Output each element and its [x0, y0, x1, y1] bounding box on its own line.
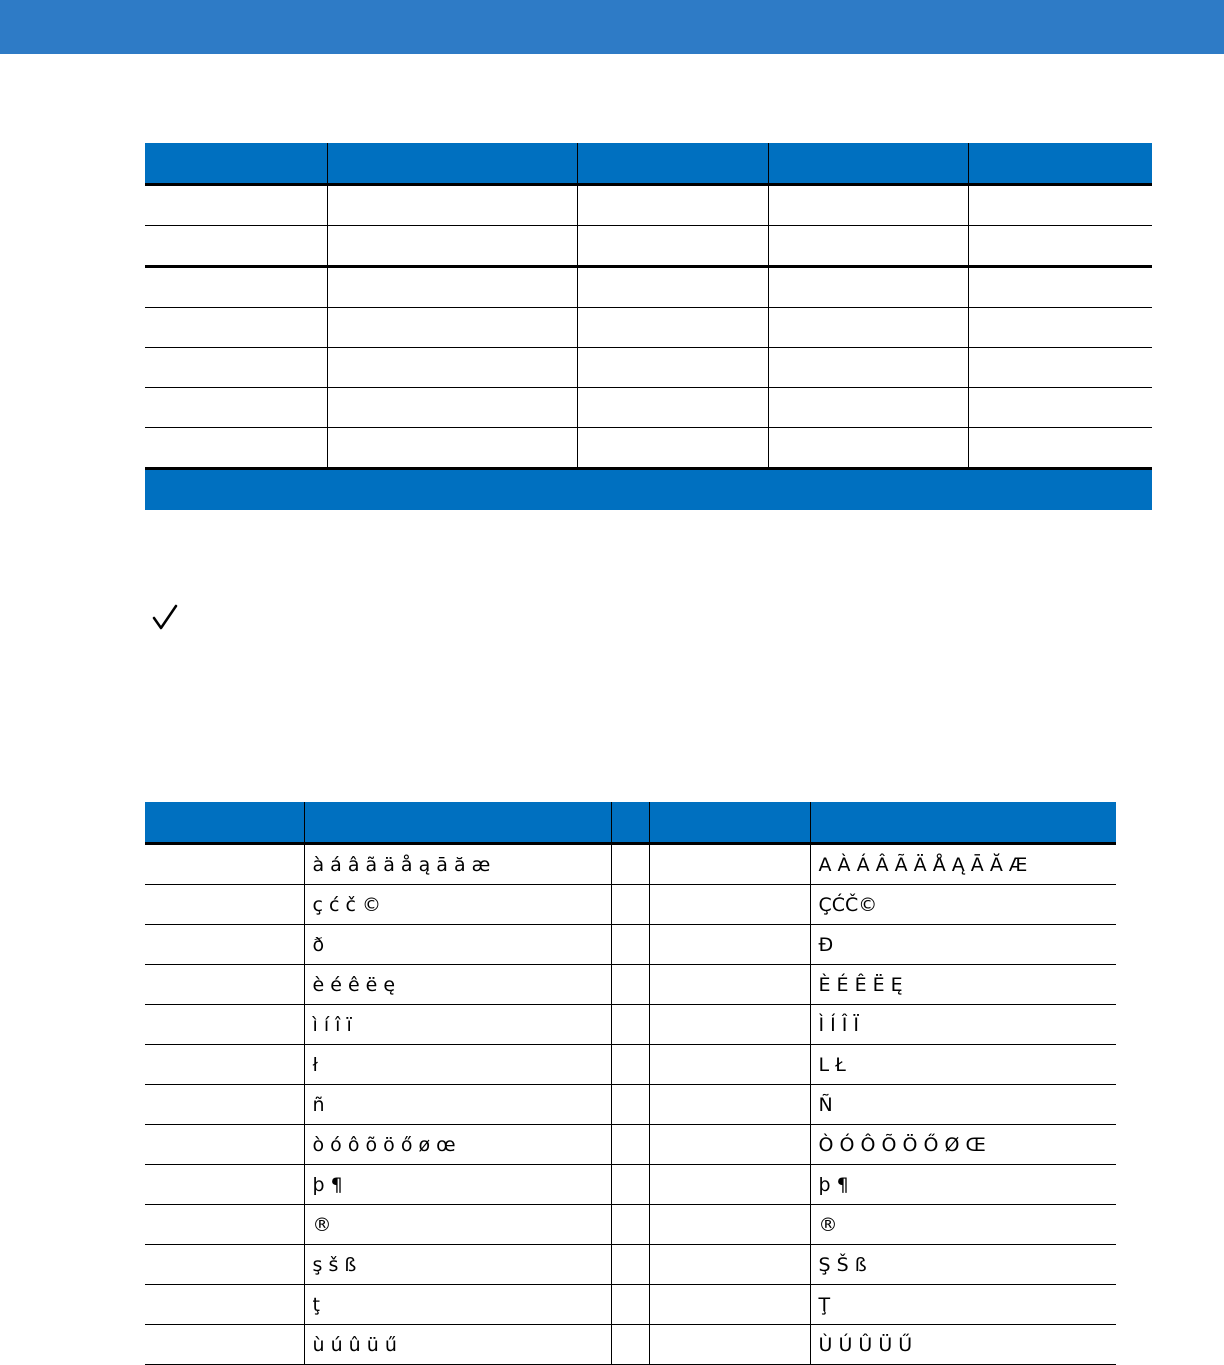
table-cell	[649, 1285, 810, 1325]
table-cell	[145, 226, 327, 267]
header-bar	[0, 0, 1224, 54]
lowercase-chars: à á â ã ä å ą ā ă æ	[304, 844, 611, 885]
table-cell	[611, 844, 649, 885]
table-row	[145, 1325, 1116, 1365]
uppercase-chars: ÇĆČ©	[810, 885, 1116, 925]
table-cell	[968, 428, 1152, 469]
table-row	[145, 1165, 1116, 1205]
table-cell	[768, 428, 968, 469]
table-1	[145, 143, 1152, 510]
table-cell	[577, 267, 768, 308]
table-row	[145, 885, 1116, 925]
table-1-header-row	[145, 143, 1152, 185]
table-cell	[577, 428, 768, 469]
table-2-header-cell	[810, 802, 1116, 844]
table-row	[145, 1005, 1116, 1045]
table-cell	[768, 348, 968, 388]
table-cell	[327, 388, 577, 428]
table-cell	[611, 1045, 649, 1085]
table-cell	[327, 185, 577, 226]
uppercase-chars: A À Á Â Ã Ä Å Ą Ā Ă Æ	[810, 844, 1116, 885]
table-cell	[968, 185, 1152, 226]
table-cell	[145, 469, 1152, 511]
table-cell	[145, 1005, 304, 1045]
table-row	[145, 844, 1116, 885]
table-cell	[145, 308, 327, 348]
table-row	[145, 308, 1152, 348]
uppercase-chars: ®	[810, 1205, 1116, 1245]
table-cell	[145, 428, 327, 469]
table-cell	[577, 226, 768, 267]
table-cell	[145, 1325, 304, 1365]
table-cell	[649, 844, 810, 885]
table-2	[145, 802, 1116, 1365]
table-cell	[968, 348, 1152, 388]
table-cell	[145, 388, 327, 428]
table-cell	[649, 1245, 810, 1285]
table-cell	[145, 1245, 304, 1285]
table-cell	[649, 925, 810, 965]
checkmark-icon	[150, 603, 180, 633]
lowercase-chars: ç ć č ©	[304, 885, 611, 925]
table-row	[145, 226, 1152, 267]
lowercase-chars: ò ó ô õ ö ő ø œ	[304, 1125, 611, 1165]
lowercase-chars: è é ê ë ę	[304, 965, 611, 1005]
lowercase-chars: ñ	[304, 1085, 611, 1125]
uppercase-chars: Ş Š ß	[810, 1245, 1116, 1285]
uppercase-chars: Ì Í Î Ï	[810, 1005, 1116, 1045]
table-cell	[327, 348, 577, 388]
table-cell	[611, 1085, 649, 1125]
uppercase-chars: Ţ	[810, 1285, 1116, 1325]
table-cell	[611, 1165, 649, 1205]
table-1-header-cell	[968, 143, 1152, 185]
table-cell	[577, 308, 768, 348]
table-cell	[968, 388, 1152, 428]
table-cell	[327, 226, 577, 267]
table-1-header-cell	[145, 143, 327, 185]
table-cell	[145, 925, 304, 965]
table-cell	[145, 185, 327, 226]
lowercase-chars: ì í î ï	[304, 1005, 611, 1045]
table-cell	[649, 1205, 810, 1245]
table-row	[145, 428, 1152, 469]
table-cell	[649, 965, 810, 1005]
table-2-header-cell	[304, 802, 611, 844]
table-cell	[577, 388, 768, 428]
table-cell	[649, 1165, 810, 1205]
table-cell	[145, 844, 304, 885]
table-cell	[327, 308, 577, 348]
table-cell	[968, 267, 1152, 308]
table-row	[145, 1085, 1116, 1125]
table-row	[145, 1205, 1116, 1245]
table-cell	[577, 185, 768, 226]
lowercase-chars: ł	[304, 1045, 611, 1085]
uppercase-chars: Ð	[810, 925, 1116, 965]
lowercase-chars: ş š ß	[304, 1245, 611, 1285]
table-cell	[145, 1045, 304, 1085]
table-row	[145, 185, 1152, 226]
table-cell	[768, 267, 968, 308]
table-cell	[611, 1325, 649, 1365]
table-cell	[145, 965, 304, 1005]
table-cell	[611, 1285, 649, 1325]
table-cell	[327, 428, 577, 469]
table-cell	[611, 1245, 649, 1285]
table-cell	[768, 226, 968, 267]
table-cell	[768, 185, 968, 226]
table-cell	[768, 388, 968, 428]
table-cell	[611, 1125, 649, 1165]
table-cell	[145, 1125, 304, 1165]
table-row	[145, 348, 1152, 388]
table-cell	[611, 1205, 649, 1245]
table-cell	[145, 1085, 304, 1125]
table-1-header-cell	[768, 143, 968, 185]
table-cell	[649, 1045, 810, 1085]
lowercase-chars: ù ú û ü ű	[304, 1325, 611, 1365]
table-row	[145, 388, 1152, 428]
table-cell	[611, 925, 649, 965]
uppercase-chars: È É Ê Ë Ę	[810, 965, 1116, 1005]
table-row	[145, 925, 1116, 965]
table-row	[145, 1125, 1116, 1165]
table-cell	[611, 1005, 649, 1045]
table-cell	[145, 1205, 304, 1245]
table-cell	[649, 1005, 810, 1045]
table-cell	[145, 1165, 304, 1205]
table-cell	[968, 308, 1152, 348]
table-cell	[768, 308, 968, 348]
table-1-header-cell	[327, 143, 577, 185]
lowercase-chars: ţ	[304, 1285, 611, 1325]
table-1-header-cell	[577, 143, 768, 185]
table-cell	[649, 885, 810, 925]
uppercase-chars: þ ¶	[810, 1165, 1116, 1205]
table-row	[145, 1245, 1116, 1285]
uppercase-chars: L Ł	[810, 1045, 1116, 1085]
table-cell	[649, 1125, 810, 1165]
lowercase-chars: þ ¶	[304, 1165, 611, 1205]
table-cell	[145, 1285, 304, 1325]
table-cell	[968, 226, 1152, 267]
table-cell	[577, 348, 768, 388]
table-cell	[327, 267, 577, 308]
table-row	[145, 1285, 1116, 1325]
table-cell	[611, 965, 649, 1005]
uppercase-chars: Ù Ú Û Ü Ű	[810, 1325, 1116, 1365]
table-cell	[145, 885, 304, 925]
table-cell	[145, 267, 327, 308]
table-2-header-cell	[611, 802, 649, 844]
table-2-header-cell	[145, 802, 304, 844]
table-cell	[611, 885, 649, 925]
table-row	[145, 965, 1116, 1005]
table-2-header-cell	[649, 802, 810, 844]
table-1-footer-row	[145, 469, 1152, 511]
table-cell	[145, 348, 327, 388]
table-cell	[649, 1085, 810, 1125]
table-cell	[649, 1325, 810, 1365]
uppercase-chars: Ò Ó Ô Õ Ö Ő Ø Œ	[810, 1125, 1116, 1165]
table-row	[145, 267, 1152, 308]
uppercase-chars: Ñ	[810, 1085, 1116, 1125]
lowercase-chars: ®	[304, 1205, 611, 1245]
lowercase-chars: ð	[304, 925, 611, 965]
table-2-header-row	[145, 802, 1116, 844]
table-row	[145, 1045, 1116, 1085]
